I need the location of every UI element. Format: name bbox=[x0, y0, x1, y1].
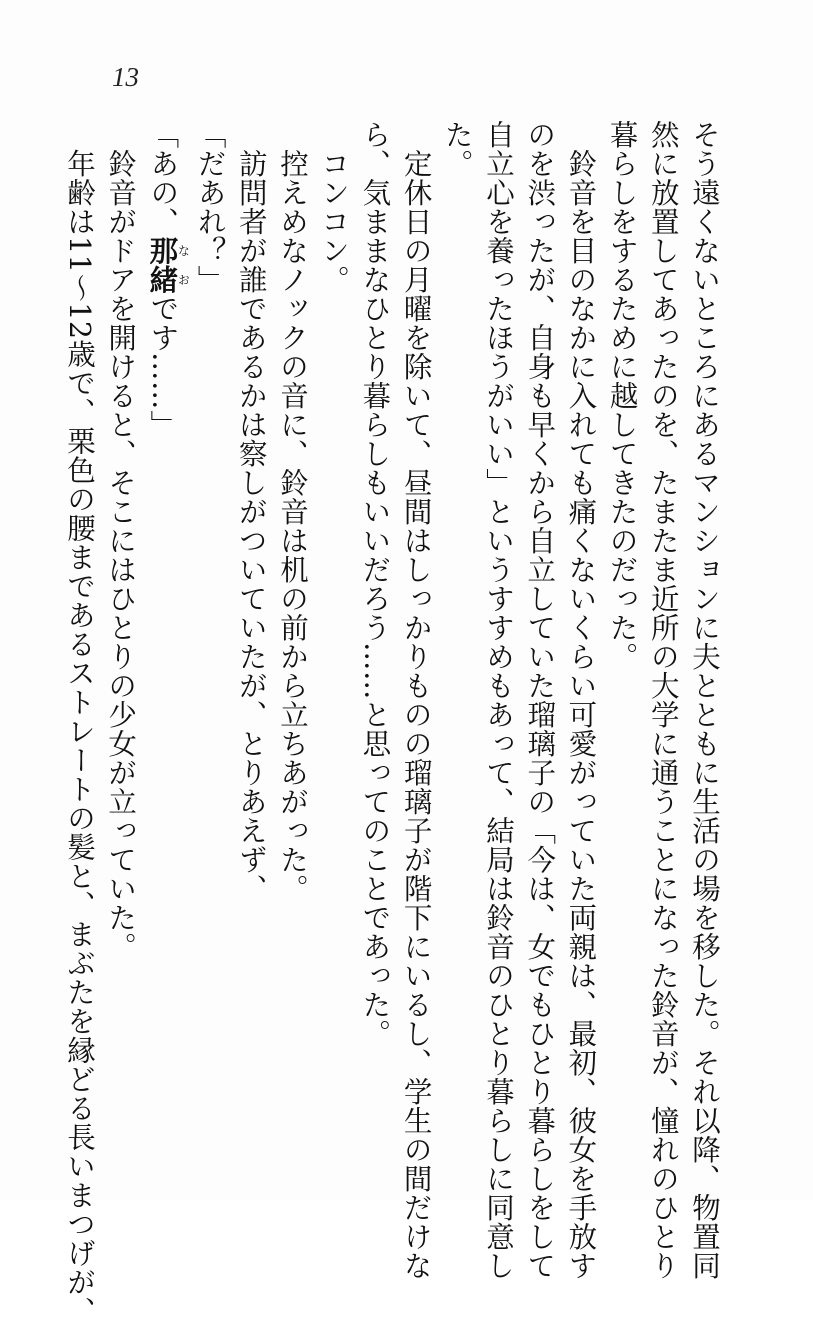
vertical-text-body bbox=[59, 120, 725, 1326]
text-line: 「だあれ？」 bbox=[193, 120, 227, 294]
text-line: 然に放置してあったのを、たまたま近所の大学に通うことになった鈴音が、憧れのひとり bbox=[646, 120, 680, 1280]
text-line: 鈴音を目のなかに入れても痛くないくらい可愛がっていた両親は、最初、彼女を手放す bbox=[564, 120, 598, 1280]
dialogue-suffix: です……」 bbox=[146, 294, 180, 439]
text-line: 訪問者が誰であるかは察しがついていたが、とりあえず、 bbox=[234, 120, 268, 903]
dialogue-line bbox=[141, 120, 189, 1130]
text-line: 年齢は11〜12歳で、栗色の腰まであるストレートの髪と、まぶたを縁どる長いまつげが、 bbox=[62, 120, 96, 1326]
text-line: そう遠くないところにあるマンションに夫とともに生活の場を移した。それ以降、物置同 bbox=[688, 120, 721, 1280]
character-name-text: 那緒 bbox=[145, 236, 180, 294]
page-number: 13 bbox=[112, 62, 139, 92]
text-line: た。 bbox=[440, 120, 474, 178]
text-line: 控えめなノックの音に、鈴音は机の前から立ちあがった。 bbox=[275, 120, 309, 903]
character-name-reading: なお bbox=[176, 236, 191, 294]
text-line: のを渋ったが、自身も早くから自立していた瑠璃子の「今は、女でもひとり暮らしをして bbox=[523, 120, 557, 1280]
dialogue-prefix: 「あの、 bbox=[146, 120, 180, 236]
text-line: 定休日の月曜を除いて、昼間はしっかりものの瑠璃子が階下にいるし、学生の間だけな bbox=[399, 120, 433, 1280]
text-line: コンコン。 bbox=[317, 120, 351, 294]
text-line: 暮らしをするために越してきたのだった。 bbox=[605, 120, 639, 671]
text-line: ら、気ままなひとり暮らしもいいだろう……と思ってのことであった。 bbox=[358, 120, 392, 1048]
character-name bbox=[145, 236, 191, 294]
text-line: 鈴音がドアを開けると、そこにはひとりの少女が立っていた。 bbox=[104, 120, 138, 961]
text-line: 自立心を養ったほうがいい」というすすめもあって、結局は鈴音のひとり暮らしに同意し bbox=[481, 120, 515, 1280]
